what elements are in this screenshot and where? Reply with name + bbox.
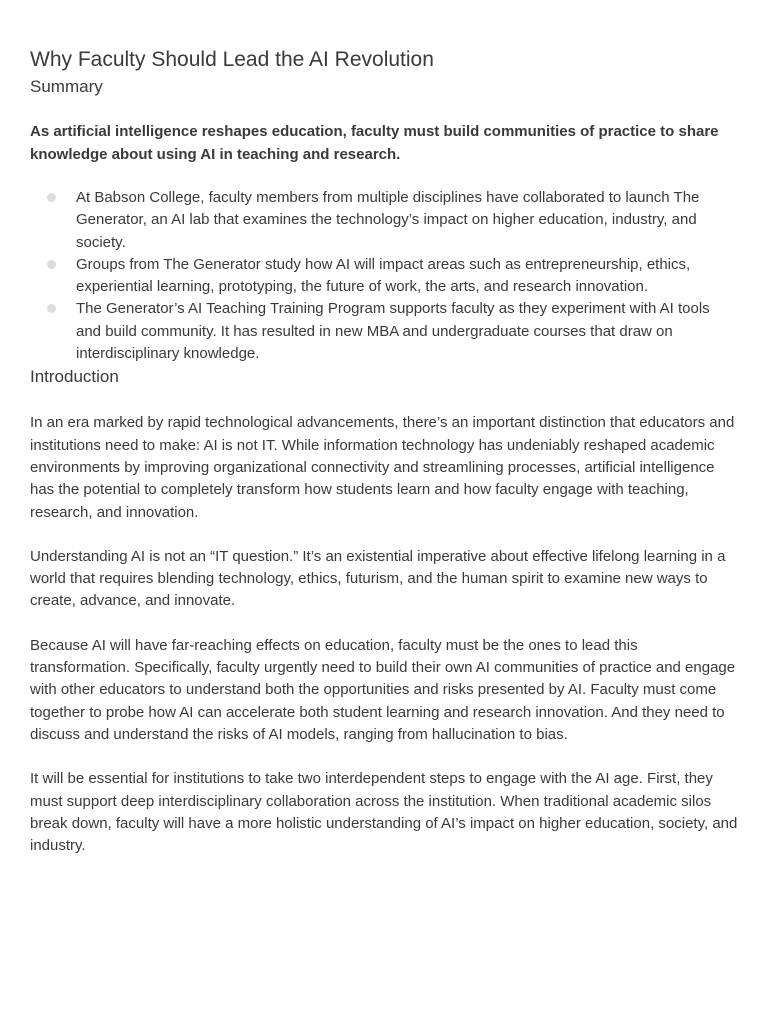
bullet-text: At Babson College, faculty members from multiple disciplines have collaborated to launch The Generator, an AI lab that examines the technology’s impact on higher education, industry, and society. <box>76 189 700 251</box>
bullet-dot-icon <box>47 304 56 313</box>
bullet-text: Groups from The Generator study how AI will impact areas such as entrepreneurship, ethics, experiential learning, prototyping, the future of work, the arts, and research innovation. <box>76 255 691 296</box>
list-item <box>30 298 738 365</box>
list-item <box>30 254 738 299</box>
body-paragraph: It will be essential for institutions to take two interdependent steps to engage with the AI age. First, they must support deep interdisciplinary collaboration across the institution. When traditional academic silos break down, faculty will have a more holistic understanding of AI’s impact on higher education, society, and industry. <box>30 770 738 855</box>
introduction-body <box>30 412 738 857</box>
page-title: Why Faculty Should Lead the AI Revolution <box>30 48 434 71</box>
body-paragraph: Because AI will have far-reaching effects on education, faculty must be the ones to lead this transformation. Specifically, faculty urgently need to build their own AI communities of practice and engage with other educators to understand both the opportunities and risks presented by AI. Faculty must come together to probe how AI can accelerate both student learning and research innovation. And they need to discuss and understand the risks of AI models, ranging from hallucination to bias. <box>30 636 736 743</box>
bullet-dot-icon <box>47 193 56 202</box>
bullet-dot-icon <box>47 260 56 269</box>
lead-paragraph: As artificial intelligence reshapes education, faculty must build communities of practice to share knowledge about using AI in teaching and research. <box>30 123 719 163</box>
introduction-heading: Introduction <box>30 367 119 387</box>
body-paragraph: In an era marked by rapid technological advancements, there’s an important distinction that educators and institutions need to make: AI is not IT. While information technology has undeniably reshaped academic environments by improving organizational connectivity and streamlining processes, artificial intelligence has the potential to completely transform how students learn and how faculty engage with teaching, research, and innovation. <box>30 414 735 521</box>
body-paragraph: Understanding AI is not an “IT question.” It’s an existential imperative about effective lifelong learning in a world that requires blending technology, ethics, futurism, and the human spirit to examine new ways to create, advance, and innovate. <box>30 547 726 610</box>
list-item <box>30 187 738 254</box>
summary-bullet-list <box>30 187 738 365</box>
summary-heading: Summary <box>30 77 103 96</box>
bullet-text: The Generator’s AI Teaching Training Program supports faculty as they experiment with AI tools and build community. It has resulted in new MBA and undergraduate courses that draw on interdisciplinary knowledge. <box>76 300 710 363</box>
